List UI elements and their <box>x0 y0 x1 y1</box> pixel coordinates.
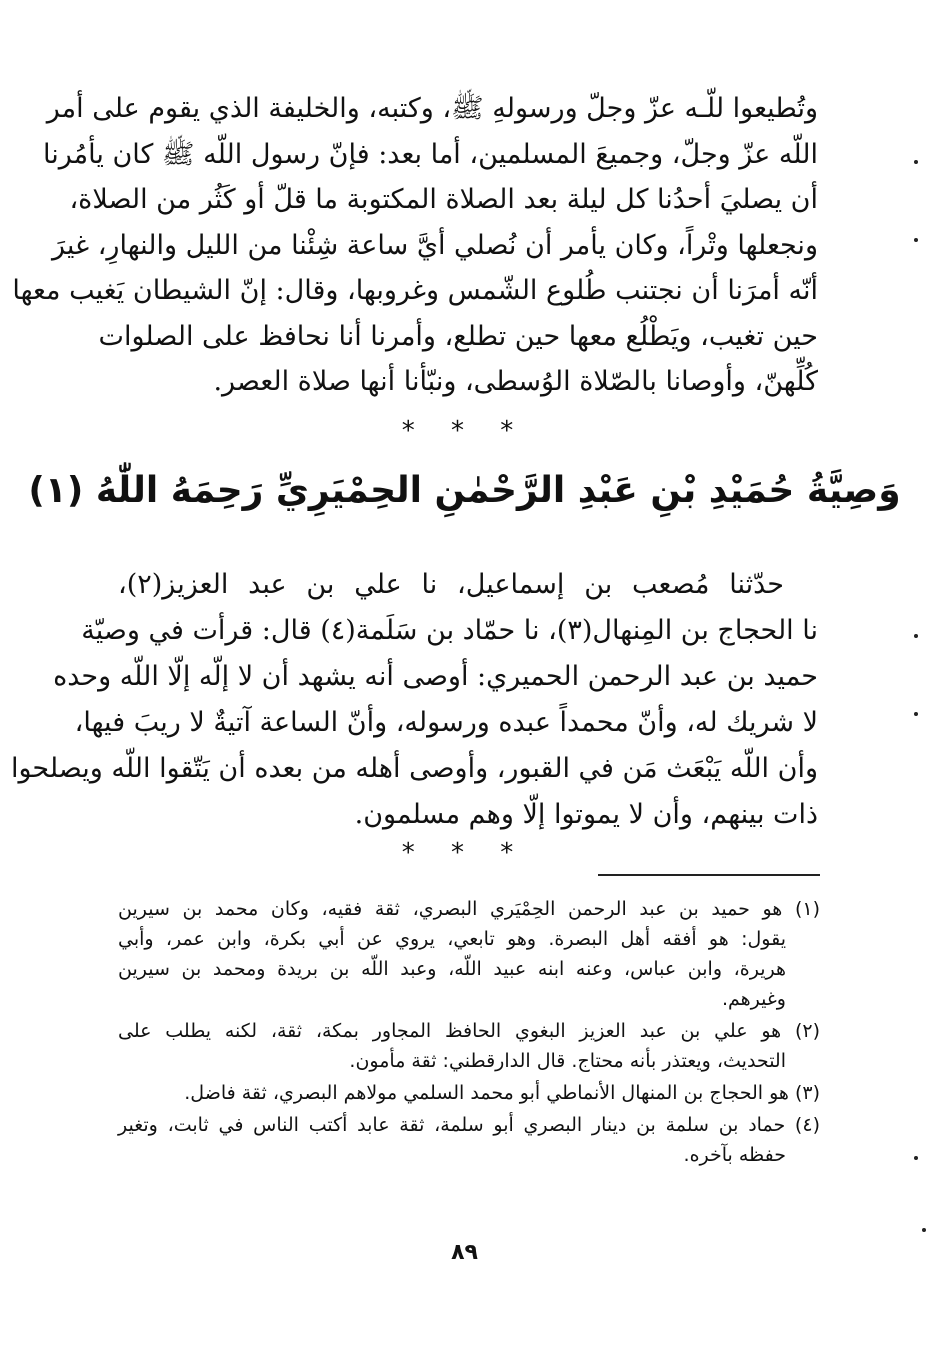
footnote-2 <box>118 1016 820 1076</box>
footnote-3 <box>118 1078 820 1108</box>
text-line: وتُطيعوا للّـه عزّ وجلّ ورسولهِ ﷺ، وكتبه، والخليفة الذي يقوم على أمر <box>46 93 818 124</box>
footnotes <box>118 894 820 1172</box>
section-heading: وَصِيَّةُ حُمَيْدِ بْنِ عَبْدِ الرَّحْمٰنِ الحِمْيَرِيِّ رَحِمَهُ اللّٰهُ (١) <box>28 470 901 511</box>
scan-mark <box>914 160 918 164</box>
main-paragraph-2 <box>10 562 818 838</box>
section-separator: * * * <box>401 416 528 446</box>
footnote-line: (٢) هو علي بن عبد العزيز البغوي الحافظ المجاور بمكة، ثقة، لكنه يطلب على <box>118 1020 820 1042</box>
footnote-1 <box>118 894 820 1014</box>
text-line: لا شريك له، وأنّ محمداً عبده ورسوله، وأنّ الساعة آتيةٌ لا ريبَ فيها، <box>74 707 818 738</box>
footnote-line: (١) هو حميد بن عبد الرحمن الحِمْيَري البصري، ثقة فقيه، وكان محمد بن سيرين <box>118 898 820 920</box>
text-line: نا الحجاج بن المِنهال(٣)، نا حمّاد بن سَلَمة(٤) قال: قرأت في وصيّة <box>81 615 818 646</box>
scan-mark <box>914 1156 918 1160</box>
scan-mark <box>922 1228 926 1232</box>
text-line: أنّه أمرَنا أن نجتنب طُلوع الشّمس وغروبها، وقال: إنّ الشيطان يَغيب معها <box>12 275 818 306</box>
text-line: كُلِّهنّ، وأوصانا بالصّلاة الوُسطى، ونبّأنا أنها صلاة العصر. <box>213 366 818 397</box>
text-line: حين تغيب، ويَطْلُع معها حين تطلع، وأمرنا أنا نحافظ على الصلوات <box>98 320 818 352</box>
footnote-4 <box>118 1110 820 1170</box>
text-line: حميد بن عبد الرحمن الحميري: أوصى أنه يشهد أن لا إلّه إلّا اللّه وحده <box>53 661 818 692</box>
section-separator: * * * <box>401 838 528 868</box>
text-line: ونجعلها وتْراً، وكان يأمر أن نُصلي أيَّ ساعة شِئْنا من الليل والنهارِ، غيرَ <box>51 229 818 261</box>
footnote-line: (٣) هو الحجاج بن المنهال الأنماطي أبو محمد السلمي مولاهم البصري، ثقة فاضل. <box>184 1082 820 1104</box>
page-number: ٨٩ <box>451 1240 478 1265</box>
text-line: ذات بينهم، وأن لا يموتوا إلّا وهم مسلمون. <box>354 799 818 830</box>
footnote-line: هريرة، وابن عباس، وعنه ابنه عبيد اللّه، وعبد اللّه بن بريدة ومحمد بن سيرين <box>118 958 786 980</box>
text-line: اللّه عزّ وجلّ، وجميعَ المسلمين، أما بعد: فإنّ رسول اللّه ﷺ كان يأمُرنا <box>43 138 818 170</box>
footnote-line: حفظه بآخره. <box>683 1144 786 1166</box>
scan-mark <box>914 238 918 242</box>
main-paragraph-1 <box>12 86 818 405</box>
footnote-line: يقول: هو أفقه أهل البصرة. وهو تابعي، يروي عن أبي بكرة، وابن عمر، وأبي <box>118 928 786 950</box>
text-line: وأن اللّه يَبْعَث مَن في القبور، وأوصى أهله من بعده أن يَتّقوا اللّه ويصلحوا <box>10 753 818 784</box>
footnote-line: (٤) حماد بن سلمة بن دينار البصري أبو سلمة، ثقة عابد أكتب الناس في ثابت، وتغير <box>118 1114 820 1136</box>
text-line: حدّثنا مُصعب بن إسماعيل، نا علي بن عبد العزيز(٢)، <box>118 569 784 600</box>
text-line: أن يصليَ أحدُنا كل ليلة بعد الصلاة المكتوبة ما قلّ أو كَثُر من الصلاة، <box>69 184 818 215</box>
footnote-line: وغيرهم. <box>721 988 786 1010</box>
scan-mark <box>914 712 918 716</box>
footnote-divider <box>598 874 820 876</box>
footnote-line: التحديث، ويعتذر بأنه محتاج. قال الدارقطني: ثقة مأمون. <box>349 1050 786 1072</box>
scan-mark <box>914 634 918 638</box>
